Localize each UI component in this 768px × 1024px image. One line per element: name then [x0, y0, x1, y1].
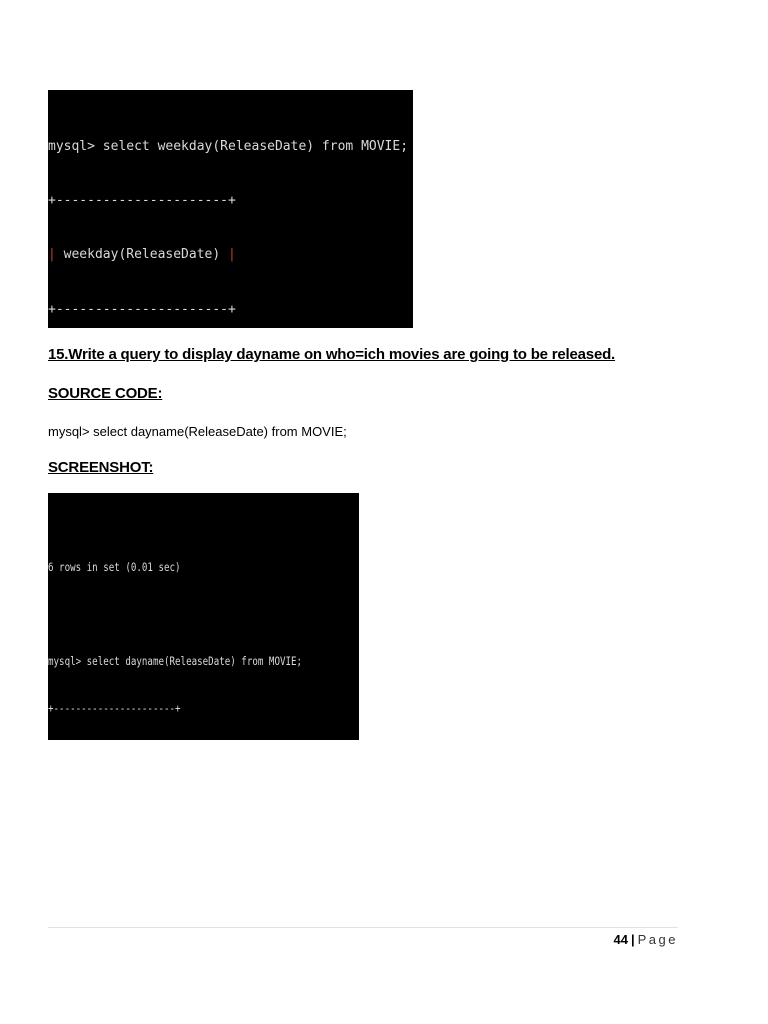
question-heading: 15.Write a query to display dayname on who=ich movies are going to be released. — [48, 346, 616, 363]
terminal-prompt: mysql> select weekday(ReleaseDate) from MOVIE; — [48, 139, 409, 154]
source-code-line: mysql> select dayname(ReleaseDate) from MOVIE; — [48, 424, 347, 439]
previous-result-summary: 6 rows in set (0.01 sec) — [48, 560, 181, 574]
page-number: 44 — [613, 932, 628, 947]
weekday-query-screenshot — [48, 90, 413, 328]
table-border-top: +----------------------+ — [48, 193, 236, 209]
dayname-query-screenshot — [48, 493, 359, 740]
terminal-prompt: mysql> select dayname(ReleaseDate) from MOVIE; — [48, 655, 303, 669]
page-word: Page — [637, 932, 678, 947]
table-header-row: | weekday(ReleaseDate) | — [48, 247, 236, 263]
table-border-top: +----------------------+ — [48, 702, 181, 716]
screenshot-label: SCREENSHOT: — [48, 459, 154, 476]
page-footer — [614, 932, 678, 947]
source-code-label: SOURCE CODE: — [48, 385, 163, 402]
footer-divider — [48, 927, 678, 928]
table-header: weekday(ReleaseDate) — [63, 247, 221, 263]
page-separator: | — [630, 932, 635, 947]
table-border-mid: +----------------------+ — [48, 301, 236, 317]
